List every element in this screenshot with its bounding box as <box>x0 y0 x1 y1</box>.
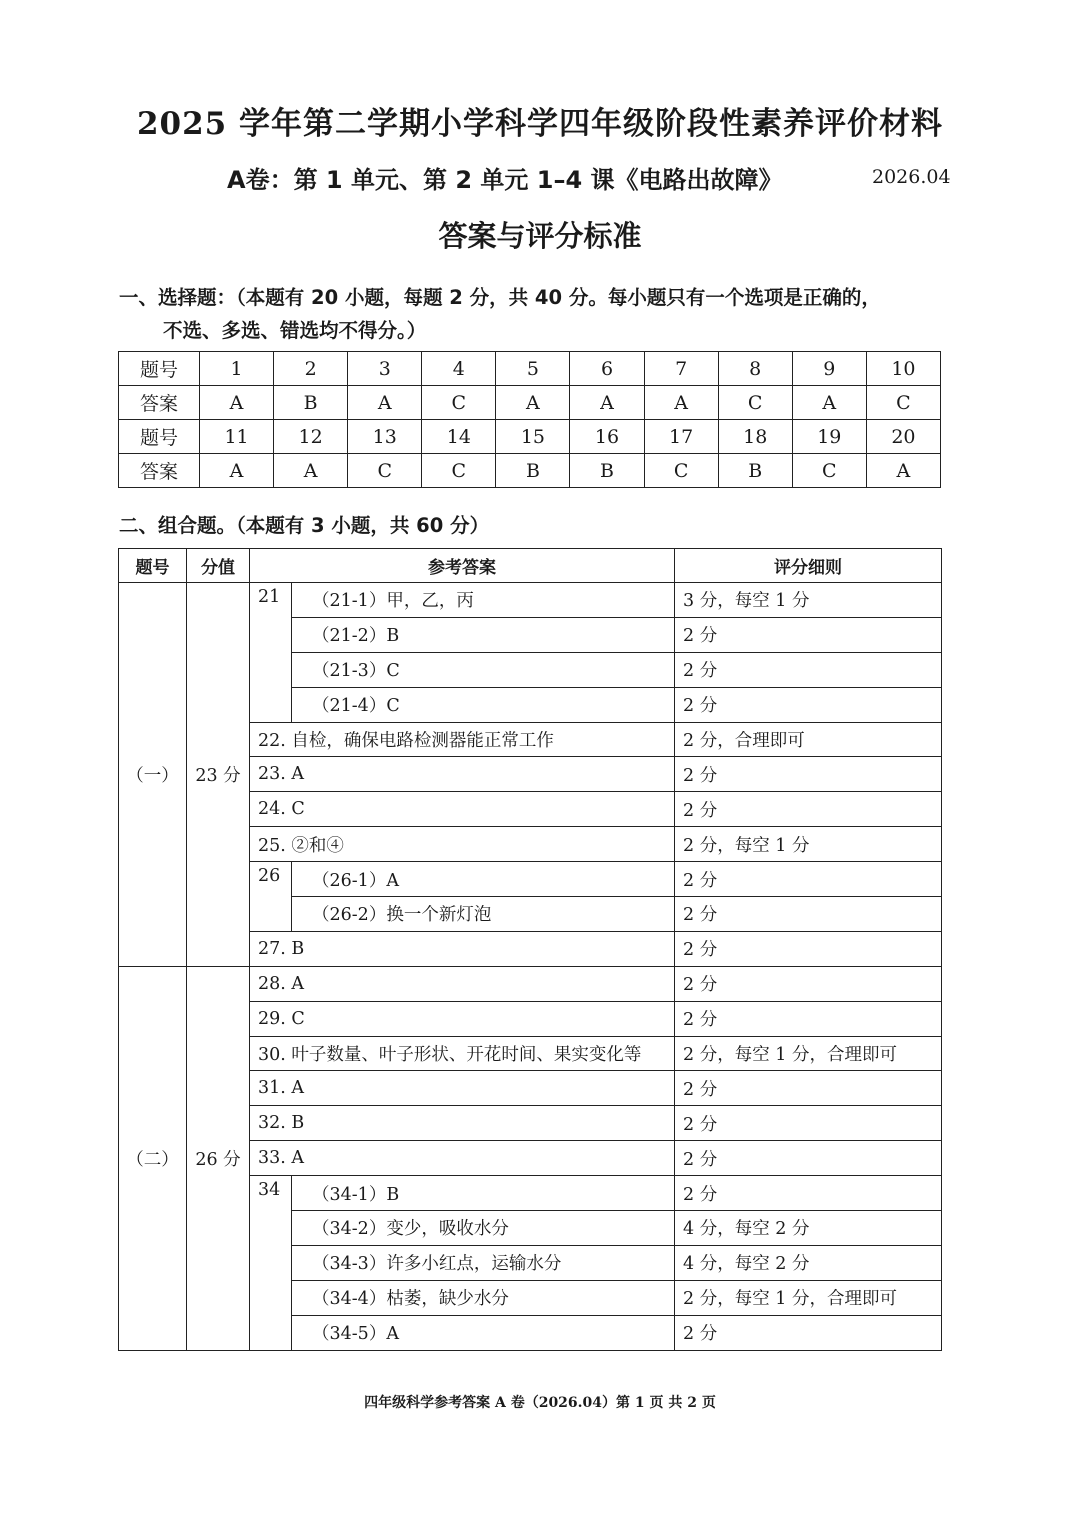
group-score: 26 分 <box>187 966 250 1350</box>
score-cell: 2 分 <box>675 1071 942 1106</box>
cell: 11 <box>200 420 274 454</box>
cell: A <box>496 386 570 420</box>
score-cell: 2 分 <box>675 617 942 652</box>
score-cell: 2 分 <box>675 792 942 827</box>
cell: C <box>792 454 866 488</box>
cell: 14 <box>422 420 496 454</box>
column-header: 参考答案 <box>250 549 675 583</box>
answer-cell: 23. A <box>250 757 675 792</box>
answer-cell: （21-4）C <box>292 687 675 722</box>
section1-instructions <box>119 281 949 347</box>
combination-table <box>118 548 942 1351</box>
answer-cell: 25. ②和④ <box>250 827 675 862</box>
cell: C <box>348 454 422 488</box>
table-row <box>119 966 942 1001</box>
answer-label: 答案 <box>119 454 200 488</box>
answer-cell: （34-3）许多小红点，运输水分 <box>292 1245 675 1280</box>
score-cell: 2 分 <box>675 1001 942 1036</box>
answer-cell: （34-4）枯萎，缺少水分 <box>292 1280 675 1315</box>
answer-cell: （21-2）B <box>292 617 675 652</box>
score-cell: 2 分，每空 1 分，合理即可 <box>675 1280 942 1315</box>
score-cell: 4 分，每空 2 分 <box>675 1245 942 1280</box>
cell: 3 <box>348 352 422 386</box>
cell: A <box>866 454 940 488</box>
table-row <box>119 420 941 454</box>
answer-cell: （34-1）B <box>292 1176 675 1211</box>
score-cell: 2 分 <box>675 652 942 687</box>
document-title: 2025 学年第二学期小学科学四年级阶段性素养评价材料 <box>136 106 944 142</box>
cell: B <box>570 454 644 488</box>
section1-line2: 不选、多选、错选均不得分。） <box>163 319 427 342</box>
cell: 13 <box>348 420 422 454</box>
table-header-row <box>119 549 942 583</box>
table-row <box>119 386 941 420</box>
answer-cell: （26-2）换一个新灯泡 <box>292 897 675 932</box>
cell: A <box>274 454 348 488</box>
answer-cell: （26-1）A <box>292 862 675 897</box>
score-cell: 2 分 <box>675 862 942 897</box>
answer-label: 答案 <box>119 386 200 420</box>
number-label: 题号 <box>119 420 200 454</box>
cell: 16 <box>570 420 644 454</box>
score-cell: 2 分，合理即可 <box>675 722 942 757</box>
cell: A <box>348 386 422 420</box>
table-row <box>119 352 941 386</box>
section-heading: 答案与评分标准 <box>438 219 642 253</box>
cell: 20 <box>866 420 940 454</box>
cell: 10 <box>866 352 940 386</box>
question-number: 34 <box>250 1176 292 1350</box>
cell: 18 <box>718 420 792 454</box>
answer-cell: （21-3）C <box>292 652 675 687</box>
cell: C <box>718 386 792 420</box>
answer-cell: （21-1）甲，乙，丙 <box>292 583 675 618</box>
cell: 19 <box>792 420 866 454</box>
group-label: （一） <box>119 583 187 967</box>
column-header: 分值 <box>187 549 250 583</box>
section1-line1: 一、选择题：（本题有 20 小题，每题 2 分，共 40 分。每小题只有一个选项是正确的， <box>119 286 881 309</box>
score-cell: 2 分 <box>675 1141 942 1176</box>
question-number: 26 <box>250 862 292 932</box>
multiple-choice-table <box>118 351 941 488</box>
score-cell: 2 分，每空 1 分，合理即可 <box>675 1036 942 1071</box>
cell: B <box>496 454 570 488</box>
score-cell: 2 分 <box>675 897 942 932</box>
cell: A <box>570 386 644 420</box>
score-cell: 2 分 <box>675 931 942 966</box>
cell: C <box>422 454 496 488</box>
answer-cell: 32. B <box>250 1106 675 1141</box>
number-label: 题号 <box>119 352 200 386</box>
question-number: 21 <box>250 583 292 723</box>
table-row <box>119 583 942 618</box>
answer-cell: 22. 自检，确保电路检测器能正常工作 <box>250 722 675 757</box>
answer-cell: 31. A <box>250 1071 675 1106</box>
score-cell: 2 分 <box>675 1315 942 1350</box>
answer-cell: 29. C <box>250 1001 675 1036</box>
cell: A <box>644 386 718 420</box>
column-header: 题号 <box>119 549 187 583</box>
score-cell: 4 分，每空 2 分 <box>675 1211 942 1246</box>
cell: 15 <box>496 420 570 454</box>
document-date: 2026.04 <box>872 166 951 188</box>
cell: 7 <box>644 352 718 386</box>
cell: 9 <box>792 352 866 386</box>
cell: 5 <box>496 352 570 386</box>
cell: B <box>718 454 792 488</box>
cell: C <box>422 386 496 420</box>
answer-cell: 27. B <box>250 931 675 966</box>
answer-cell: 24. C <box>250 792 675 827</box>
score-cell: 2 分 <box>675 1176 942 1211</box>
cell: A <box>200 454 274 488</box>
answer-cell: 28. A <box>250 966 675 1001</box>
cell: 1 <box>200 352 274 386</box>
answer-cell: 33. A <box>250 1141 675 1176</box>
section2-header: 二、组合题。（本题有 3 小题，共 60 分） <box>119 514 490 537</box>
score-cell: 2 分 <box>675 966 942 1001</box>
group-label: （二） <box>119 966 187 1350</box>
answer-cell: （34-2）变少，吸收水分 <box>292 1211 675 1246</box>
cell: C <box>644 454 718 488</box>
score-cell: 2 分 <box>675 687 942 722</box>
cell: 6 <box>570 352 644 386</box>
cell: A <box>200 386 274 420</box>
cell: 8 <box>718 352 792 386</box>
document-subtitle: A卷：第 1 单元、第 2 单元 1–4 课《电路出故障》 <box>227 166 783 194</box>
answer-cell: 30. 叶子数量、叶子形状、开花时间、果实变化等 <box>250 1036 675 1071</box>
cell: C <box>866 386 940 420</box>
table-row <box>119 454 941 488</box>
cell: 4 <box>422 352 496 386</box>
cell: A <box>792 386 866 420</box>
score-cell: 2 分 <box>675 1106 942 1141</box>
cell: 12 <box>274 420 348 454</box>
score-cell: 3 分，每空 1 分 <box>675 583 942 618</box>
cell: 17 <box>644 420 718 454</box>
cell: 2 <box>274 352 348 386</box>
score-cell: 2 分 <box>675 757 942 792</box>
column-header: 评分细则 <box>675 549 942 583</box>
group-score: 23 分 <box>187 583 250 967</box>
cell: B <box>274 386 348 420</box>
score-cell: 2 分，每空 1 分 <box>675 827 942 862</box>
answer-cell: （34-5）A <box>292 1315 675 1350</box>
page-footer: 四年级科学参考答案 A 卷（2026.04）第 1 页 共 2 页 <box>364 1395 716 1411</box>
